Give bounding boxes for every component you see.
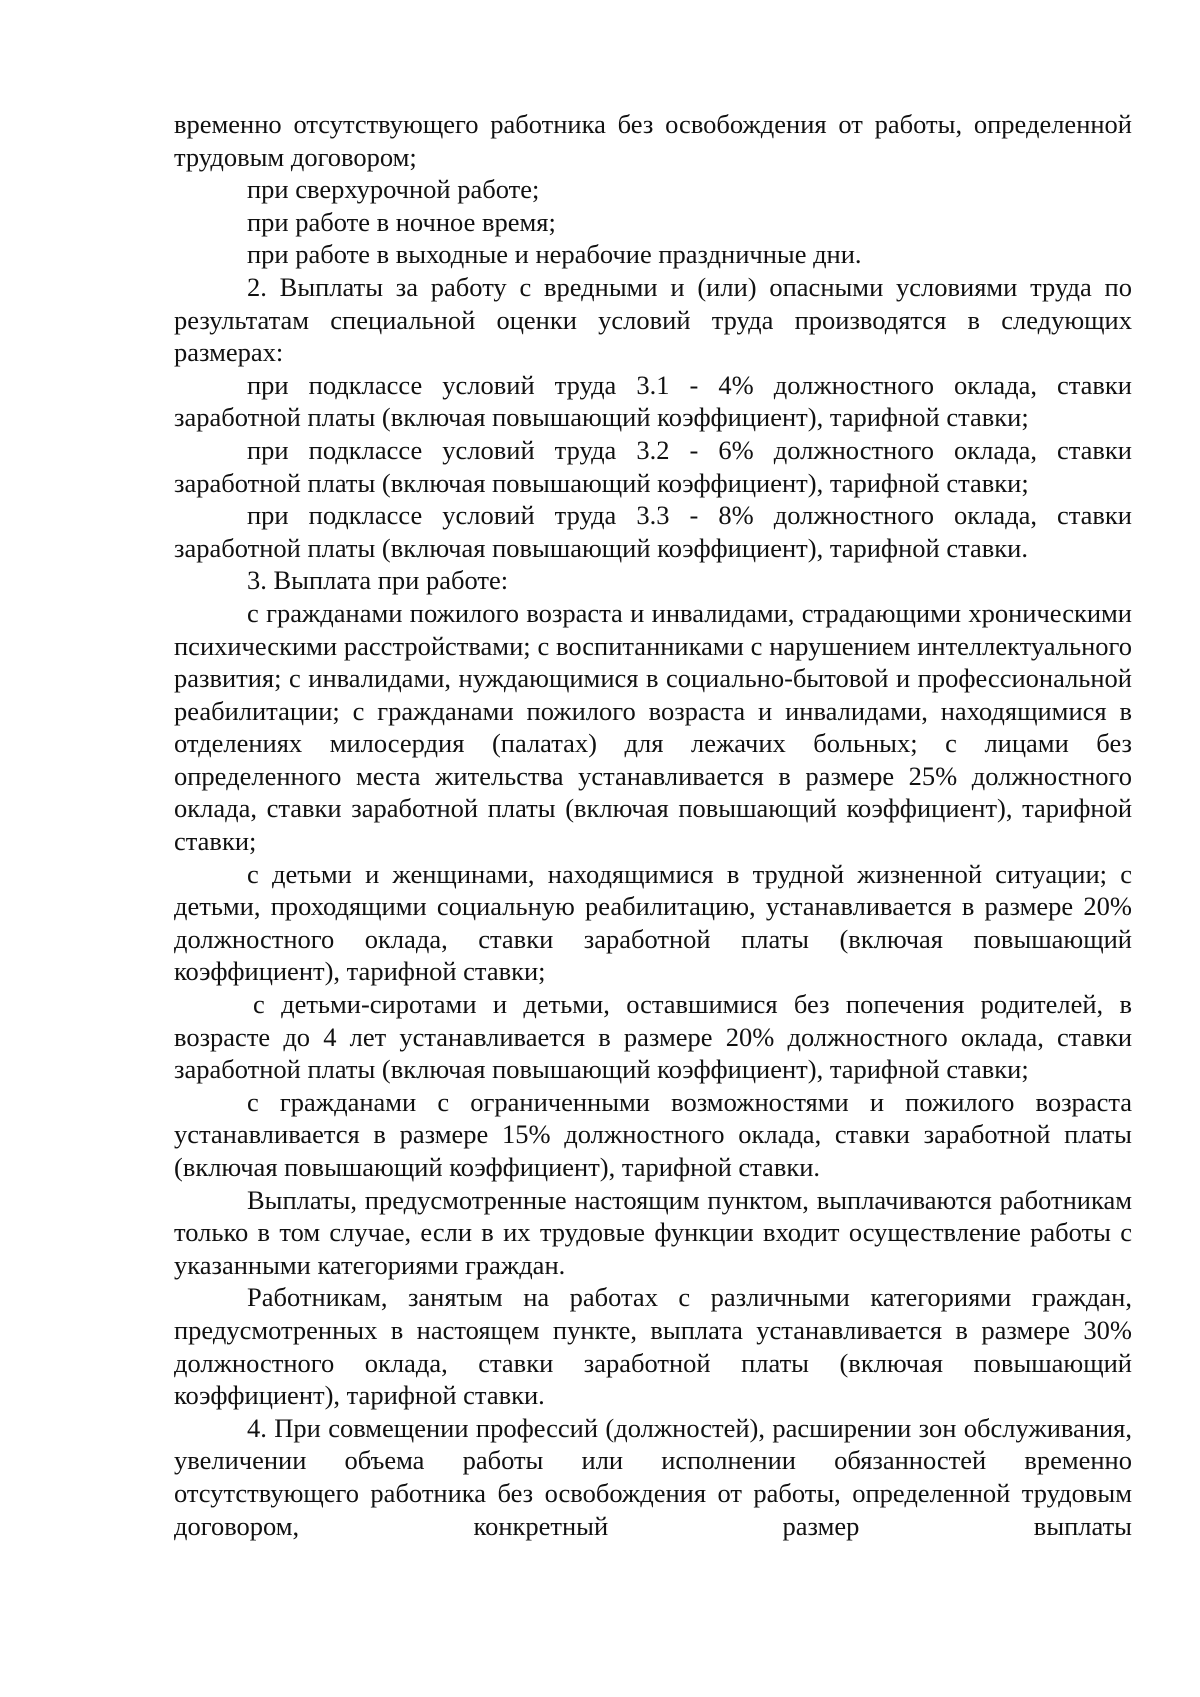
paragraph-overtime: при сверхурочной работе; (247, 174, 540, 205)
paragraph-holidays: при работе в выходные и нерабочие праздничные дни. (247, 239, 862, 270)
paragraph-subclass-3-2: при подклассе условий труда 3.2 - 6% должностного оклада, ставки заработной платы (включая повышающий коэффициент), тарифной ставки; (174, 434, 1132, 498)
paragraph-various-categories: Работникам, занятым на работах с различными категориями граждан, предусмотренных в настоящем пункте, выплата устанавливается в размере 30% должностного оклада, ставки заработной платы (включая повышающий коэффициент), тарифной ставки. (174, 1282, 1132, 1411)
paragraph-item-3: 3. Выплата при работе: (247, 565, 509, 596)
document-page (174, 108, 1132, 1542)
paragraph-limited-abilities: с гражданами с ограниченными возможностями и пожилого возраста устанавливается в размере 15% должностного оклада, ставки заработной платы (включая повышающий коэффициент), тарифной ставки. (174, 1086, 1132, 1182)
paragraph-item-2: 2. Выплаты за работу с вредными и (или) опасными условиями труда по результатам специальной оценки условий труда производятся в следующих размерах: (174, 271, 1132, 368)
paragraph-payments-condition: Выплаты, предусмотренные настоящим пунктом, выплачиваются работникам только в том случае, если в их трудовые функции входит осуществление работы с указанными категориями граждан. (174, 1184, 1132, 1280)
paragraph-continuation: временно отсутствующего работника без освобождения от работы, определенной трудовым договором; (174, 109, 1132, 172)
paragraph-orphans: с детьми-сиротами и детьми, оставшимися без попечения родителей, в возрасте до 4 лет устанавливается в размере 20% должностного оклада, ставки заработной платы (включая повышающий коэффициент), тарифной ставки; (174, 989, 1132, 1085)
paragraph-item-4: 4. При совмещении профессий (должностей), расширении зон обслуживания, увеличении объема работы или исполнении обязанностей временно отсутствующего работника без освобождения от работы, определенной трудовым договором, конкретный размер выплаты (174, 1412, 1132, 1541)
paragraph-elderly-disabled: с гражданами пожилого возраста и инвалидами, страдающими хроническими психическими расстройствами; с воспитанниками с нарушением интеллектуального развития; с инвалидами, нуждающимися в социально-бытовой и профессиональной реабилитации; с гражданами пожилого возраста и инвалидами, находящимися в отделениях милосердия (палатах) для лежачих больных; с лицами без определенного места жительства устанавливается в размере 25% должностного оклада, ставки заработной платы (включая повышающий коэффициент), тарифной ставки; (174, 597, 1132, 857)
paragraph-night-work: при работе в ночное время; (247, 206, 556, 237)
paragraph-subclass-3-1: при подклассе условий труда 3.1 - 4% должностного оклада, ставки заработной платы (включая повышающий коэффициент), тарифной ставки; (174, 369, 1132, 433)
paragraph-subclass-3-3: при подклассе условий труда 3.3 - 8% должностного оклада, ставки заработной платы (включая повышающий коэффициент), тарифной ставки. (174, 500, 1132, 563)
paragraph-children-women: с детьми и женщинами, находящимися в трудной жизненной ситуации; с детьми, проходящими социальную реабилитацию, устанавливается в размере 20% должностного оклада, ставки заработной платы (включая повышающий коэффициент), тарифной ставки; (174, 858, 1132, 987)
